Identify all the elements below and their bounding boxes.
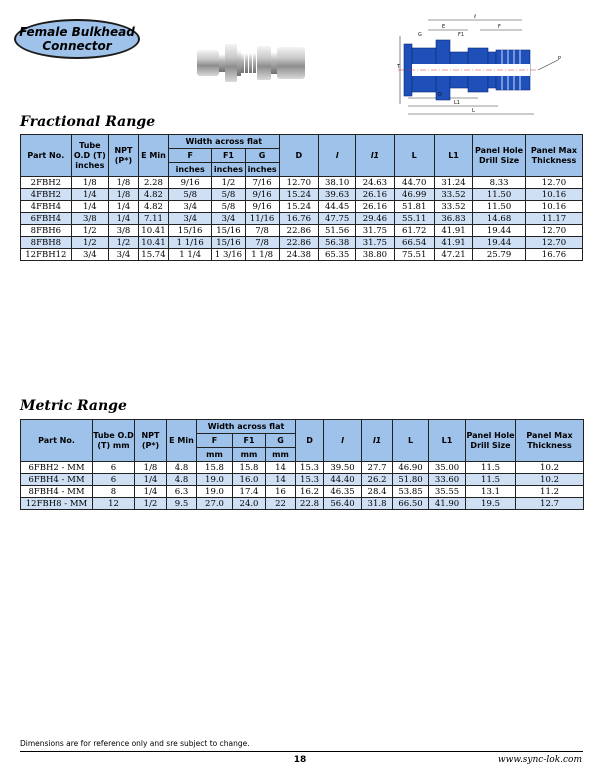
- table-cell: 65.35: [319, 249, 356, 261]
- table-cell: 1/2: [135, 498, 167, 510]
- col-npt: NPT (P*): [108, 135, 138, 177]
- table-cell: 10.41: [138, 225, 168, 237]
- table-cell: 2.28: [138, 177, 168, 189]
- table-cell: 19.0: [197, 474, 233, 486]
- col-l: l: [324, 420, 362, 462]
- table-cell: 1/4: [71, 201, 108, 213]
- table-cell: 46.99: [394, 189, 434, 201]
- table-cell: 16.2: [296, 486, 324, 498]
- table-row: [21, 201, 583, 213]
- table-row: [21, 237, 583, 249]
- table-cell: 66.50: [393, 498, 429, 510]
- table-cell: 19.44: [473, 225, 526, 237]
- dim-t-label: T: [397, 64, 401, 70]
- table-cell: 41.90: [429, 498, 466, 510]
- col-npt: NPT (P*): [135, 420, 167, 462]
- col-g-unit: inches: [245, 163, 279, 177]
- table-cell: 11.5: [466, 462, 516, 474]
- table-cell: 5/8: [168, 189, 211, 201]
- table-cell: 10.2: [516, 462, 584, 474]
- fitting-photo: [195, 36, 307, 88]
- table-cell: 16.76: [525, 249, 582, 261]
- table-cell: 22.86: [279, 225, 318, 237]
- table-row: [21, 498, 584, 510]
- table-cell: 1/4: [108, 213, 138, 225]
- fractional-spec-table: [20, 134, 583, 261]
- table-cell: 27.7: [362, 462, 393, 474]
- table-cell: 9/16: [245, 189, 279, 201]
- col-f1-unit: inches: [212, 163, 245, 177]
- table-cell: 1/8: [71, 177, 108, 189]
- table-cell: 10.41: [138, 237, 168, 249]
- col-f1: F1: [233, 434, 266, 448]
- part-number-cell: 8FBH6: [21, 225, 72, 237]
- table-cell: 1/4: [71, 189, 108, 201]
- table-cell: 27.0: [197, 498, 233, 510]
- table-cell: 1/8: [135, 462, 167, 474]
- table-cell: 19.5: [466, 498, 516, 510]
- table-cell: 36.83: [434, 213, 472, 225]
- table-cell: 14: [266, 462, 296, 474]
- table-cell: 12.7: [516, 498, 584, 510]
- table-cell: 22.86: [279, 237, 318, 249]
- col-f1-unit: mm: [233, 448, 266, 462]
- table-cell: 46.90: [393, 462, 429, 474]
- table-cell: 24.63: [356, 177, 394, 189]
- part-number-cell: 12FBH12: [21, 249, 72, 261]
- table-cell: 7.11: [138, 213, 168, 225]
- table-cell: 26.16: [356, 189, 394, 201]
- table-cell: 16.76: [279, 213, 318, 225]
- part-number-cell: 8FBH4 - MM: [21, 486, 93, 498]
- table-cell: 15.8: [197, 462, 233, 474]
- table-row: [21, 486, 584, 498]
- table-cell: 1/2: [71, 225, 108, 237]
- table-cell: 6: [93, 462, 135, 474]
- col-part-no: Part No.: [21, 420, 93, 462]
- table-cell: 11.2: [516, 486, 584, 498]
- table-cell: 7/8: [245, 237, 279, 249]
- table-cell: 1/8: [108, 189, 138, 201]
- col-panel-max: Panel Max Thickness: [525, 135, 582, 177]
- table-cell: 12: [93, 498, 135, 510]
- col-f1: F1: [212, 149, 245, 163]
- table-cell: 3/8: [108, 225, 138, 237]
- table-cell: 3/4: [212, 213, 245, 225]
- table-row: [21, 177, 583, 189]
- table-cell: 5/8: [212, 201, 245, 213]
- col-big-l: L: [393, 420, 429, 462]
- col-panel-hole: Panel Hole Drill Size: [466, 420, 516, 462]
- part-number-cell: 6FBH2 - MM: [21, 462, 93, 474]
- table-cell: 24.0: [233, 498, 266, 510]
- metric-range-title: Metric Range: [20, 398, 127, 414]
- table-cell: 4.82: [138, 201, 168, 213]
- col-f-unit: inches: [168, 163, 211, 177]
- table-cell: 19.44: [473, 237, 526, 249]
- table-cell: 26.16: [356, 201, 394, 213]
- table-cell: 11.50: [473, 189, 526, 201]
- table-cell: 9/16: [168, 177, 211, 189]
- col-l1: l1: [356, 135, 394, 177]
- part-number-cell: 4FBH4: [21, 201, 72, 213]
- table-cell: 15.8: [233, 462, 266, 474]
- table-cell: 31.75: [356, 237, 394, 249]
- dim-l1-top-label: F: [498, 24, 501, 30]
- col-panel-hole: Panel Hole Drill Size: [473, 135, 526, 177]
- table-cell: 47.21: [434, 249, 472, 261]
- dim-f1-label: F1: [458, 32, 465, 38]
- dim-l1-label: L1: [454, 100, 460, 106]
- footer-divider: [20, 751, 583, 752]
- table-cell: 16: [266, 486, 296, 498]
- table-cell: 55.11: [394, 213, 434, 225]
- table-cell: 53.85: [393, 486, 429, 498]
- table-cell: 1 3/16: [212, 249, 245, 261]
- fractional-range-title: Fractional Range: [20, 114, 156, 130]
- col-g: G: [245, 149, 279, 163]
- table-cell: 39.63: [319, 189, 356, 201]
- col-f-unit: mm: [197, 448, 233, 462]
- col-d: D: [279, 135, 318, 177]
- table-cell: 12.70: [525, 225, 582, 237]
- col-big-l: L: [394, 135, 434, 177]
- table-cell: 5/8: [212, 189, 245, 201]
- table-cell: 15/16: [212, 225, 245, 237]
- table-cell: 15.74: [138, 249, 168, 261]
- metric-spec-table: [20, 419, 584, 510]
- table-cell: 6.3: [167, 486, 197, 498]
- product-title-badge: [14, 19, 140, 59]
- table-cell: 1 1/16: [168, 237, 211, 249]
- table-cell: 9.5: [167, 498, 197, 510]
- col-e-min: E Min: [167, 420, 197, 462]
- table-cell: 44.45: [319, 201, 356, 213]
- table-cell: 16.0: [233, 474, 266, 486]
- table-cell: 75.51: [394, 249, 434, 261]
- table-cell: 44.70: [394, 177, 434, 189]
- dim-d-label: D: [438, 92, 442, 98]
- table-cell: 25.79: [473, 249, 526, 261]
- table-cell: 11/16: [245, 213, 279, 225]
- table-cell: 14.68: [473, 213, 526, 225]
- table-cell: 10.2: [516, 474, 584, 486]
- part-number-cell: 6FBH4: [21, 213, 72, 225]
- table-cell: 15.3: [296, 474, 324, 486]
- table-cell: 1/8: [108, 177, 138, 189]
- dim-big-l-label: L: [472, 108, 475, 114]
- table-cell: 3/4: [71, 249, 108, 261]
- table-cell: 10.16: [525, 189, 582, 201]
- table-cell: 12.70: [525, 177, 582, 189]
- table-cell: 38.10: [319, 177, 356, 189]
- table-row: [21, 189, 583, 201]
- col-l: l: [319, 135, 356, 177]
- table-cell: 6: [93, 474, 135, 486]
- table-cell: 8: [93, 486, 135, 498]
- col-d: D: [296, 420, 324, 462]
- table-cell: 46.35: [324, 486, 362, 498]
- table-cell: 26.2: [362, 474, 393, 486]
- table-cell: 1/4: [108, 201, 138, 213]
- table-cell: 17.4: [233, 486, 266, 498]
- part-number-cell: 4FBH2: [21, 189, 72, 201]
- dim-e-label: E: [442, 24, 446, 30]
- part-number-cell: 6FBH4 - MM: [21, 474, 93, 486]
- table-cell: 11.5: [466, 474, 516, 486]
- table-cell: 33.52: [434, 201, 472, 213]
- col-panel-max: Panel Max Thickness: [516, 420, 584, 462]
- table-cell: 61.72: [394, 225, 434, 237]
- table-row: [21, 462, 584, 474]
- table-cell: 11.50: [473, 201, 526, 213]
- col-big-l1: L1: [429, 420, 466, 462]
- table-cell: 15.24: [279, 201, 318, 213]
- table-cell: 12.70: [525, 237, 582, 249]
- table-cell: 4.8: [167, 462, 197, 474]
- table-cell: 7/16: [245, 177, 279, 189]
- table-cell: 41.91: [434, 237, 472, 249]
- table-cell: 31.75: [356, 225, 394, 237]
- table-cell: 1/4: [135, 486, 167, 498]
- col-f: F: [168, 149, 211, 163]
- col-width-across-flat: Width across flat: [197, 420, 296, 434]
- table-cell: 41.91: [434, 225, 472, 237]
- table-cell: 4.82: [138, 189, 168, 201]
- col-part-no: Part No.: [21, 135, 72, 177]
- table-cell: 1/2: [212, 177, 245, 189]
- table-cell: 44.40: [324, 474, 362, 486]
- website-link[interactable]: www.sync-lok.com: [497, 755, 582, 765]
- table-cell: 1/2: [71, 237, 108, 249]
- table-row: [21, 213, 583, 225]
- table-cell: 15/16: [168, 225, 211, 237]
- table-cell: 39.50: [324, 462, 362, 474]
- table-cell: 12.70: [279, 177, 318, 189]
- product-title-line2: Connector: [42, 39, 112, 53]
- col-tube-od: Tube O.D (T) mm: [93, 420, 135, 462]
- table-cell: 7/8: [245, 225, 279, 237]
- table-cell: 8.33: [473, 177, 526, 189]
- dimension-drawing: [398, 10, 576, 122]
- table-cell: 1/2: [108, 237, 138, 249]
- dim-g-label: G: [418, 32, 422, 38]
- table-cell: 31.8: [362, 498, 393, 510]
- table-cell: 3/4: [168, 201, 211, 213]
- table-cell: 9/16: [245, 201, 279, 213]
- table-cell: 51.56: [319, 225, 356, 237]
- table-cell: 51.80: [393, 474, 429, 486]
- table-cell: 56.40: [324, 498, 362, 510]
- table-cell: 13.1: [466, 486, 516, 498]
- dim-l-label: ℓ: [474, 14, 477, 20]
- table-cell: 3/4: [168, 213, 211, 225]
- table-cell: 24.38: [279, 249, 318, 261]
- part-number-cell: 2FBH2: [21, 177, 72, 189]
- col-f: F: [197, 434, 233, 448]
- table-cell: 66.54: [394, 237, 434, 249]
- table-row: [21, 249, 583, 261]
- table-cell: 11.17: [525, 213, 582, 225]
- table-row: [21, 474, 584, 486]
- table-cell: 28.4: [362, 486, 393, 498]
- table-cell: 56.38: [319, 237, 356, 249]
- table-cell: 29.46: [356, 213, 394, 225]
- table-cell: 38.80: [356, 249, 394, 261]
- table-cell: 4.8: [167, 474, 197, 486]
- table-cell: 14: [266, 474, 296, 486]
- part-number-cell: 8FBH8: [21, 237, 72, 249]
- table-cell: 47.75: [319, 213, 356, 225]
- col-g: G: [266, 434, 296, 448]
- table-cell: 35.00: [429, 462, 466, 474]
- disclaimer-note: Dimensions are for reference only and sre subject to change.: [20, 739, 250, 748]
- table-cell: 31.24: [434, 177, 472, 189]
- table-row: [21, 225, 583, 237]
- table-cell: 19.0: [197, 486, 233, 498]
- col-g-unit: mm: [266, 448, 296, 462]
- col-tube-od: Tube O.D (T) inches: [71, 135, 108, 177]
- table-cell: 15.3: [296, 462, 324, 474]
- col-width-across-flat: Width across flat: [168, 135, 279, 149]
- product-title-line1: Female Bulkhead: [19, 25, 135, 39]
- table-cell: 35.55: [429, 486, 466, 498]
- table-cell: 1 1/8: [245, 249, 279, 261]
- table-cell: 33.60: [429, 474, 466, 486]
- table-cell: 15.24: [279, 189, 318, 201]
- table-cell: 1 1/4: [168, 249, 211, 261]
- part-number-cell: 12FBH8 - MM: [21, 498, 93, 510]
- table-cell: 22: [266, 498, 296, 510]
- col-e-min: E Min: [138, 135, 168, 177]
- col-l1: l1: [362, 420, 393, 462]
- table-cell: 51.81: [394, 201, 434, 213]
- table-cell: 1/4: [135, 474, 167, 486]
- col-big-l1: L1: [434, 135, 472, 177]
- table-cell: 33.52: [434, 189, 472, 201]
- table-cell: 22.8: [296, 498, 324, 510]
- table-cell: 3/4: [108, 249, 138, 261]
- dim-p-label: P: [558, 56, 562, 62]
- table-cell: 3/8: [71, 213, 108, 225]
- table-cell: 10.16: [525, 201, 582, 213]
- table-cell: 15/16: [212, 237, 245, 249]
- page-number: 18: [293, 755, 307, 765]
